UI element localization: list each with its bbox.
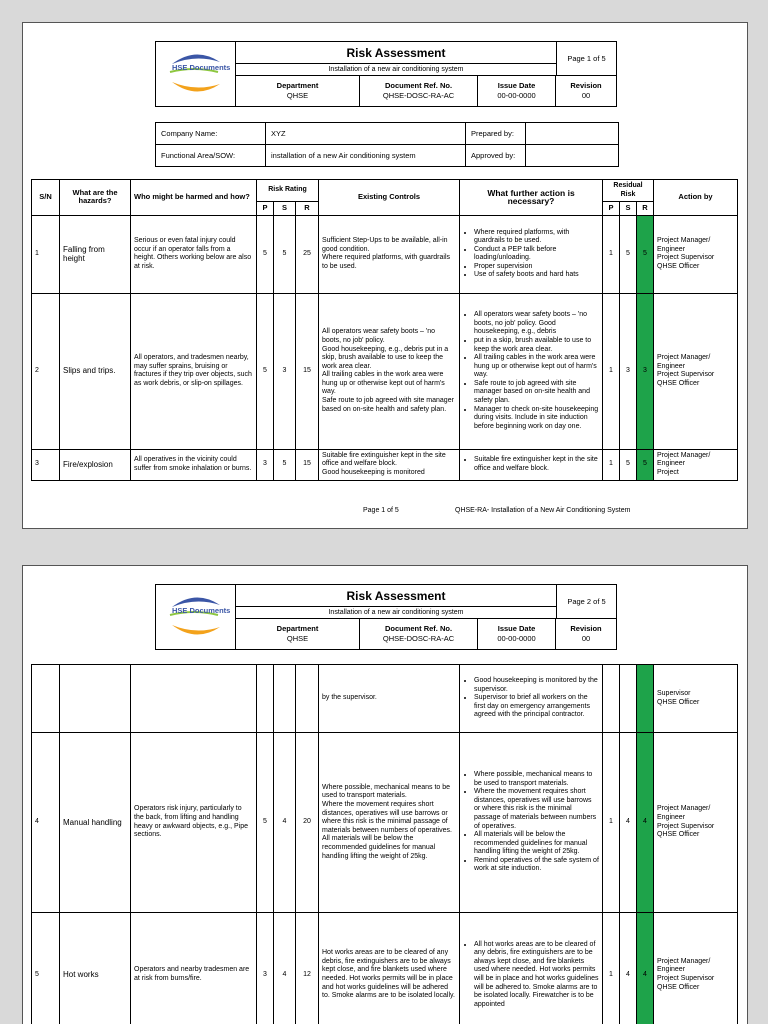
col-s: S [274,202,296,216]
cell-sn: 3 [32,449,60,480]
cell-action_by: Project Manager/ Engineer Project Supervisor QHSE Officer [654,733,738,913]
further-action-item: • Remind operatives of the safe system of work at site induction. [474,857,599,874]
further-action-item: • Where the movement requires short distances, operatives will use barrows or where this risk is the minimal passage of materials between numbers of operatives. [474,788,599,831]
cell-hazard [60,665,131,733]
further-action-item: • Safe route to job agreed with site manager based on on-site health and safety plan. [474,380,599,406]
document-title: Risk Assessment [236,585,556,607]
table-row [32,665,738,733]
cell-who: Serious or even fatal injury could occur if an operator falls from a height. Others working below are also at risk. [131,215,257,293]
cell-rr: 4 [637,733,654,913]
prepared-value [526,123,619,145]
cell-rp: 1 [603,215,620,293]
cell-p: 3 [257,449,274,480]
cell-s: 4 [274,913,296,1024]
cell-p: 5 [257,215,274,293]
cell-who: Operators and nearby tradesmen are at risk from burns/fire. [131,913,257,1024]
further-action-item: • put in a skip, brush available to use to keep the work area clear. [474,337,599,354]
further-action-item: • Manager to check on-site housekeeping during visits. Include in site induction before beginning work on day one. [474,406,599,432]
footer-doc-title: QHSE-RA- Installation of a New Air Conditioning System [455,507,631,514]
prepared-label: Prepared by: [466,123,526,145]
cell-p: 3 [257,913,274,1024]
docref-cell: Document Ref. No. QHSE-DOSC-RA-AC [360,619,478,649]
further-action-item: • Good housekeeping is monitored by the supervisor. [474,677,599,694]
col-who: Who might be harmed and how? [131,180,257,216]
approved-label: Approved by: [466,145,526,167]
cell-sn: 1 [32,215,60,293]
approved-value [526,145,619,167]
col-rs: S [620,202,637,216]
cell-action_by: Project Manager/ Engineer Project Supervisor QHSE Officer [654,293,738,449]
cell-rr [637,665,654,733]
cell-hazard: Falling from height [60,215,131,293]
company-info-table [155,122,619,167]
col-p: P [257,202,274,216]
risk-table-page-2 [31,664,738,1024]
cell-p [257,665,274,733]
logo-text: HSE Documents [172,63,231,72]
cell-p: 5 [257,293,274,449]
document-title: Risk Assessment [236,42,556,64]
company-value: XYZ [266,123,466,145]
table-row [32,733,738,913]
cell-r: 15 [296,449,319,480]
cell-rs: 5 [620,449,637,480]
cell-who: All operators, and tradesmen nearby, may suffer sprains, bruising or fractures if they trip over objects, such as work debris, or slip-on spillages. [131,293,257,449]
cell-who: All operatives in the vicinity could suffer from smoke inhalation or burns. [131,449,257,480]
cell-action_by: Project Manager/ Engineer Project [654,449,738,480]
cell-s: 4 [274,733,296,913]
department-cell: Department QHSE [236,76,360,106]
cell-rp: 1 [603,733,620,913]
further-action-item: • All materials will be below the recommended guidelines for manual handling lifting the weight of 25kg. [474,831,599,857]
col-sn: S/N [32,180,60,216]
cell-rr: 3 [637,293,654,449]
cell-p: 5 [257,733,274,913]
footer-page-number: Page 1 of 5 [363,507,399,514]
cell-hazard: Hot works [60,913,131,1024]
issue-date-cell: Issue Date 00-00-0000 [478,76,556,106]
logo-text: HSE Documents [172,606,231,615]
further-action-item: • Use of safety boots and hard hats [474,271,599,280]
cell-further-actions [460,665,603,733]
document-page-1 [22,22,748,529]
cell-controls: Hot works areas are to be cleared of any debris, fire extinguishers are to be always kept close, and fire blankets used where needed. Hot works permits will be in place and hot works guidelines will be adhered to. Smoke alarms are to be isolated locally. [319,913,460,1024]
page-number: Page 2 of 5 [556,585,616,619]
cell-action_by: Project Manager/ Engineer Project Supervisor QHSE Officer [654,913,738,1024]
cell-hazard: Manual handling [60,733,131,913]
document-header-2 [155,584,617,650]
further-action-item: • Supervisor to brief all workers on the first day on emergency arrangements agreed with the principal contractor. [474,694,599,720]
cell-hazard: Slips and trips. [60,293,131,449]
cell-sn: 4 [32,733,60,913]
cell-rs: 3 [620,293,637,449]
cell-sn [32,665,60,733]
col-r: R [296,202,319,216]
cell-rs: 5 [620,215,637,293]
cell-s: 3 [274,293,296,449]
department-cell: Department QHSE [236,619,360,649]
cell-rr: 5 [637,215,654,293]
cell-controls: Suitable fire extinguisher kept in the site office and welfare block. Good housekeeping is monitored [319,449,460,480]
cell-r: 15 [296,293,319,449]
table-row [32,215,738,293]
col-residual: Residual Risk [603,180,654,202]
cell-s: 5 [274,215,296,293]
cell-r [296,665,319,733]
further-action-item: • Conduct a PEP talk before loading/unloading. [474,246,599,263]
cell-rs: 4 [620,733,637,913]
col-risk-rating: Risk Rating [257,180,319,202]
cell-action_by: Supervisor QHSE Officer [654,665,738,733]
cell-further-actions [460,449,603,480]
table-row [32,293,738,449]
further-action-item: • Where possible, mechanical means to be used to transport materials. [474,771,599,788]
hse-documents-logo [156,585,236,649]
cell-rr: 4 [637,913,654,1024]
document-subtitle: Installation of a new air conditioning system [236,607,556,619]
cell-who: Operators risk injury, particularly to the back, from lifting and handling heavy or awkward objects, e.g., Pipe sections. [131,733,257,913]
further-action-item: • All hot works areas are to be cleared of any debris, fire extinguishers are to be always kept close, and fire blankets used where needed. Hot works permits will be in place and hot works guidelines will be adhered to. Smoke alarms are to be isolated locally. Firewatcher is to be appointed [474,941,599,1010]
cell-who [131,665,257,733]
cell-r: 20 [296,733,319,913]
document-header [155,41,617,107]
revision-cell: Revision 00 [570,81,602,100]
table-row [32,913,738,1024]
risk-table-page-1 [31,179,738,481]
cell-rp: 1 [603,293,620,449]
cell-r: 25 [296,215,319,293]
cell-further-actions [460,215,603,293]
cell-r: 12 [296,913,319,1024]
col-action-by: Action by [654,180,738,216]
docref-cell: Document Ref. No. QHSE-DOSC-RA-AC [360,76,478,106]
cell-s: 5 [274,449,296,480]
company-label: Company Name: [156,123,266,145]
further-action-item: • All trailing cables in the work area were hung up or otherwise kept out of harm's way. [474,354,599,380]
cell-controls: Sufficient Step-Ups to be available, all-in good condition. Where required platforms, with guardrails to be used. [319,215,460,293]
cell-hazard: Fire/explosion [60,449,131,480]
cell-sn: 5 [32,913,60,1024]
col-further: What further action is necessary? [460,180,603,216]
cell-rs: 4 [620,913,637,1024]
col-rr: R [637,202,654,216]
cell-rr: 5 [637,449,654,480]
cell-s [274,665,296,733]
col-controls: Existing Controls [319,180,460,216]
cell-rp: 1 [603,913,620,1024]
cell-action_by: Project Manager/ Engineer Project Supervisor QHSE Officer [654,215,738,293]
page-number: Page 1 of 5 [556,42,616,76]
hse-documents-logo [156,42,236,106]
cell-sn: 2 [32,293,60,449]
cell-rs [620,665,637,733]
area-label: Functional Area/SOW: [156,145,266,167]
table-row [32,449,738,480]
cell-further-actions [460,733,603,913]
further-action-item: • Suitable fire extinguisher kept in the site office and welfare block. [474,456,599,473]
area-value: installation of a new Air conditioning system [266,145,466,167]
cell-rp [603,665,620,733]
col-rp: P [603,202,620,216]
further-action-item: • Where required platforms, with guardrails to be used. [474,229,599,246]
cell-controls: All operators wear safety boots – 'no boots, no job' policy. Good housekeeping, e.g., debris put in a skip, brush available to use to keep the work area clear. All trailing cables in the work area were hung up or otherwise kept out of harm's way. Safe route to job agreed with site manager based on on-site health and safety plan. [319,293,460,449]
document-page-2 [22,565,748,1024]
revision-cell: Revision 00 [570,624,602,643]
issue-date-cell: Issue Date 00-00-0000 [478,619,556,649]
col-hazards: What are the hazards? [60,180,131,216]
further-action-item: • All operators wear safety boots – 'no boots, no job' policy. Good housekeeping, e.g., debris [474,311,599,337]
cell-controls: Where possible, mechanical means to be used to transport materials. Where the movement requires short distances, operatives will use barrows or where this risk is the minimal passage of materials between numbers of operatives. All materials will be below the recommended guidelines for manual handling lifting the weight of 25kg. [319,733,460,913]
cell-controls: by the supervisor. [319,665,460,733]
document-subtitle: Installation of a new air conditioning system [236,64,556,76]
cell-further-actions [460,913,603,1024]
further-action-item: • Proper supervision [474,263,599,272]
cell-further-actions [460,293,603,449]
cell-rp: 1 [603,449,620,480]
